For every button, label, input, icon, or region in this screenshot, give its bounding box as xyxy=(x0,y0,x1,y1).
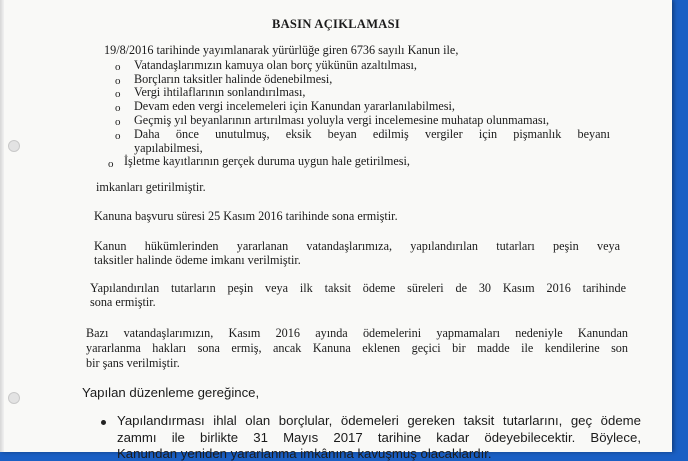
bullet-circle-icon: o xyxy=(115,130,121,142)
paragraph-deadline: Kanuna başvuru süresi 25 Kasım 2016 tarihinde sona ermiştir. xyxy=(94,209,398,223)
list-item-continuation: yapılabilmesi, xyxy=(134,141,203,155)
list-item: İşletme kayıtlarının gerçek duruma uygun hale getirilmesi, xyxy=(124,154,410,168)
bullet-dot-icon xyxy=(101,420,106,425)
paragraph-first-installment-line: sona ermiştir. xyxy=(90,295,156,309)
bullet-text-line: Kanundan yeniden yararlanma imkânına kavuşmuş olacaklardır. xyxy=(117,446,492,461)
list-item: Vatandaşlarımızın kamuya olan borç yükünün azaltılması, xyxy=(134,58,417,72)
bullet-circle-icon: o xyxy=(115,102,121,114)
page-fold-shadow xyxy=(0,0,4,452)
document-title: BASIN AÇIKLAMASI xyxy=(271,17,401,31)
bullet-circle-icon: o xyxy=(115,61,121,73)
bullet-circle-icon: o xyxy=(115,116,121,128)
bullet-text-line: Yapılandırması ihlal olan borçlular, ödemeleri gereken taksit tutarlarını, geç ödeme xyxy=(117,413,641,428)
list-item: Geçmiş yıl beyanlarının artırılması yoluyla vergi incelemesine muhatap olunmaması, xyxy=(134,113,550,127)
list-item: Borçların taksitler halinde ödenebilmesi, xyxy=(134,72,333,86)
bullet-text-line: zammı ile birlikte 31 Mayıs 2017 tarihine kadar ödeyebilecektir. Böylece, xyxy=(117,430,641,445)
paragraph-first-installment-line: Yapılandırılan tutarların peşin veya ilk taksit ödeme süreleri de 30 Kasım 2016 tarihinde xyxy=(90,281,626,295)
paragraph-second-chance-line: Bazı vatandaşlarımızın, Kasım 2016 ayında ödemelerini yapmamaları nedeniyle Kanundan xyxy=(86,326,628,340)
intro-text: 19/8/2016 tarihinde yayımlanarak yürürlüğe giren 6736 sayılı Kanun ile, xyxy=(104,43,459,57)
bullet-circle-icon: o xyxy=(115,75,121,87)
paragraph-payment-line: taksitler halinde ödeme imkanı verilmiştir. xyxy=(94,253,301,267)
after-list-text: imkanları getirilmiştir. xyxy=(96,180,206,194)
list-item: Devam eden vergi incelemeleri için Kanundan yararlanılabilmesi, xyxy=(134,99,455,113)
punch-hole-icon xyxy=(8,392,20,404)
list-item: Daha önce unutulmuş, eksik beyan edilmiş vergiler için pişmanlık beyanı xyxy=(134,127,610,141)
paragraph-payment-line: Kanun hükümlerinden yararlanan vatandaşlarımıza, yapılandırılan tutarları peşin veya xyxy=(94,239,620,253)
bullet-circle-icon: o xyxy=(115,88,121,100)
paragraph-second-chance-line: yararlanma hakları sona ermiş, ancak Kanuna eklenen geçici bir madde ile kendilerine son xyxy=(86,341,628,355)
list-item: Vergi ihtilaflarının sonlandırılması, xyxy=(134,85,306,99)
punch-hole-icon xyxy=(8,140,20,152)
bullet-circle-icon: o xyxy=(108,158,114,170)
paragraph-second-chance-line: bir şans verilmiştir. xyxy=(86,356,180,370)
paragraph-regulation-intro: Yapılan düzenleme gereğince, xyxy=(82,385,260,400)
